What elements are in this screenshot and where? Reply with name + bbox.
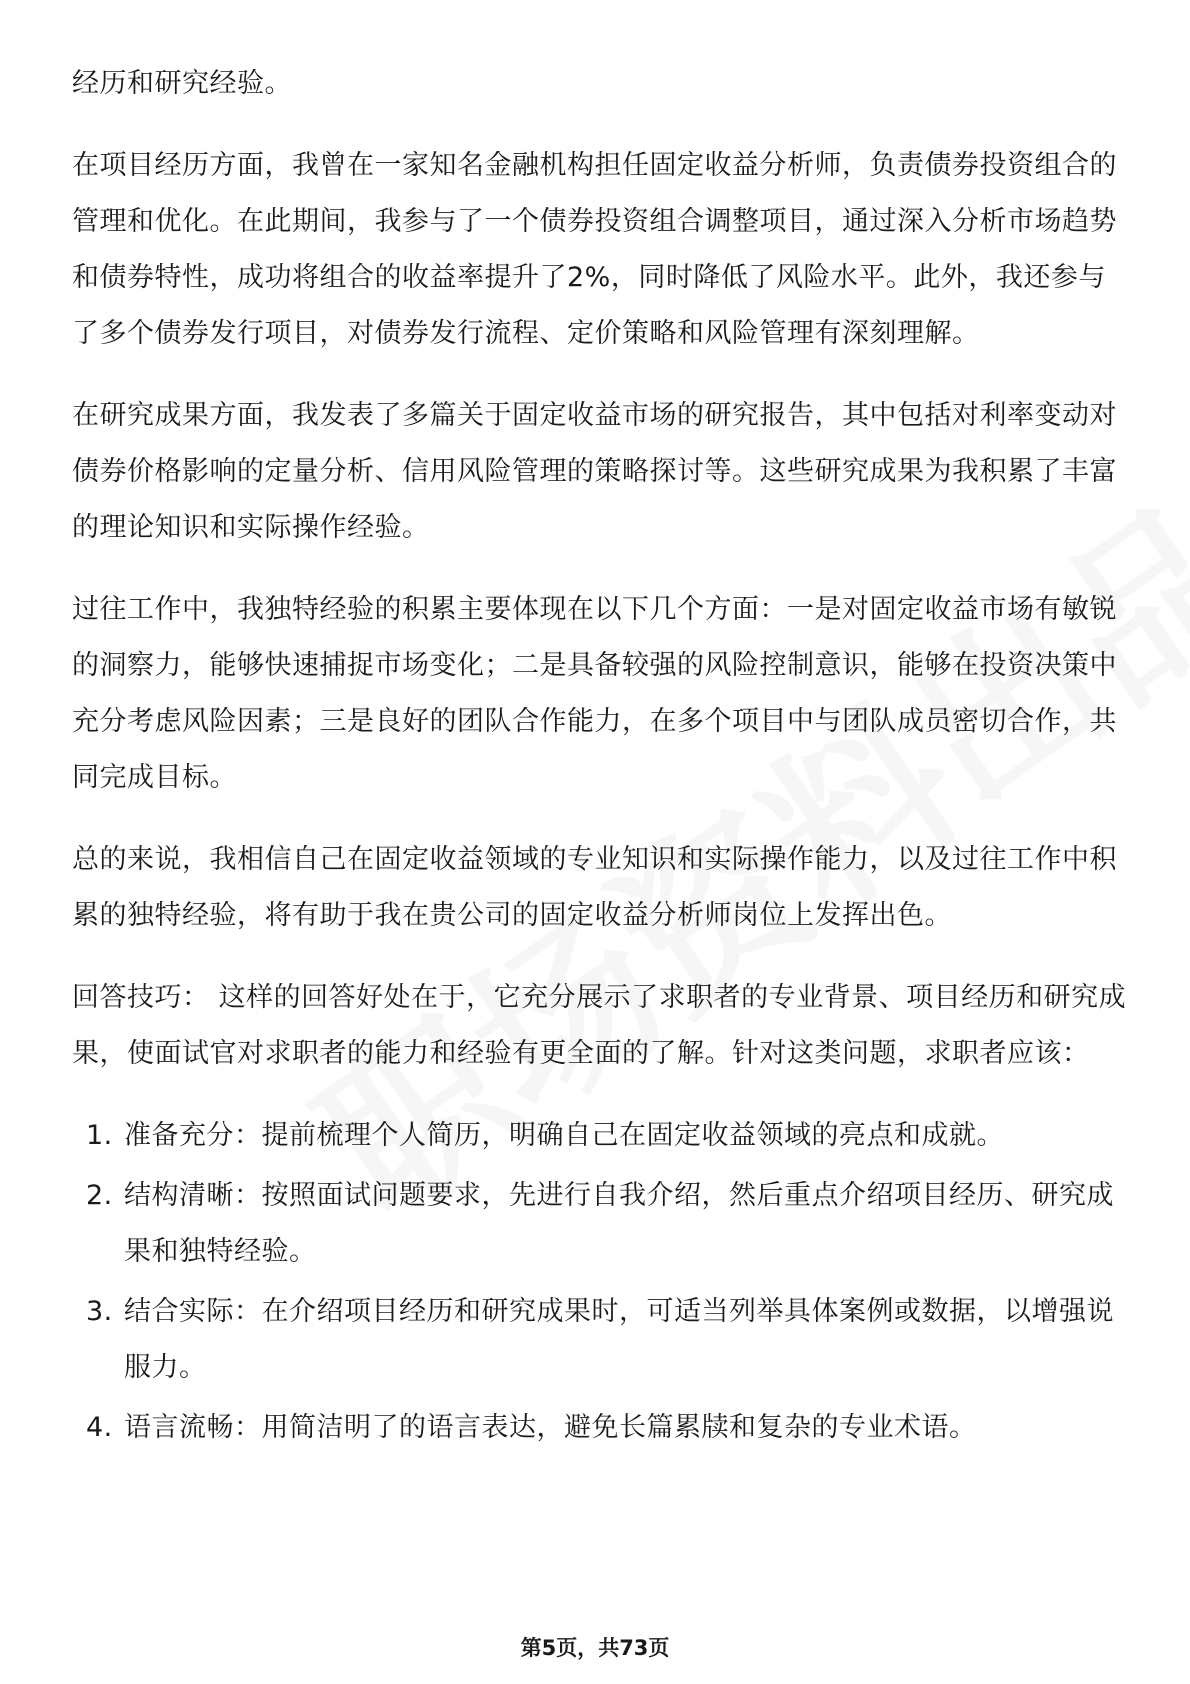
list-number: 4. [86,1412,113,1443]
paragraph: 在项目经历方面，我曾在一家知名金融机构担任固定收益分析师，负责债券投资组合的管理和优化。在此期间，我参与了一个债券投资组合调整项目，通过深入分析市场趋势和债券特性，成功将组合的收益率提升了2%，同时降低了风险水平。此外，我还参与了多个债券发行项目，对债券发行流程、定价策略和风险管理有深刻理解。 [72,150,1117,349]
page-footer: 第5页，共73页 [520,1636,670,1660]
list-number: 2. [86,1180,113,1211]
paragraph: 经历和研究经验。 [72,68,292,99]
tips-list [72,1108,1132,1456]
document-body [72,56,1132,1460]
list-item [72,1400,1132,1456]
paragraph: 在研究成果方面，我发表了多篇关于固定收益市场的研究报告，其中包括对利率变动对债券价格影响的定量分析、信用风险管理的策略探讨等。这些研究成果为我积累了丰富的理论知识和实际操作经验。 [72,400,1117,543]
answer-tips-paragraph: 回答技巧： 这样的回答好处在于，它充分展示了求职者的专业背景、项目经历和研究成果，使面试官对求职者的能力和经验有更全面的了解。针对这类问题，求职者应该： [72,982,1127,1069]
list-item-text: 准备充分：提前梳理个人简历，明确自己在固定收益领域的亮点和成就。 [124,1120,1004,1151]
list-item-text: 结构清晰：按照面试问题要求，先进行自我介绍，然后重点介绍项目经历、研究成果和独特经验。 [124,1180,1114,1267]
list-number: 1. [86,1120,113,1151]
list-item [72,1108,1132,1164]
paragraph: 总的来说，我相信自己在固定收益领域的专业知识和实际操作能力，以及过往工作中积累的独特经验，将有助于我在贵公司的固定收益分析师岗位上发挥出色。 [72,844,1117,931]
list-item-text: 语言流畅：用简洁明了的语言表达，避免长篇累牍和复杂的专业术语。 [124,1412,977,1443]
list-item [72,1284,1132,1396]
list-number: 3. [86,1296,113,1327]
list-item-text: 结合实际：在介绍项目经历和研究成果时，可适当列举具体案例或数据，以增强说服力。 [124,1296,1114,1383]
paragraph: 过往工作中，我独特经验的积累主要体现在以下几个方面：一是对固定收益市场有敏锐的洞察力，能够快速捕捉市场变化；二是具备较强的风险控制意识，能够在投资决策中充分考虑风险因素；三是良好的团队合作能力，在多个项目中与团队成员密切合作，共同完成目标。 [72,594,1117,793]
list-item [72,1168,1132,1280]
